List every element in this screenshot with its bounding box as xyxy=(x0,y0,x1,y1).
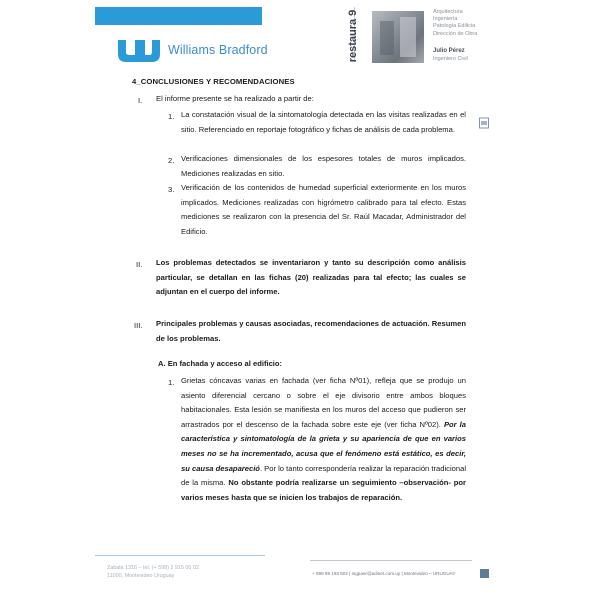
subsection-A-title: A. En fachada y acceso al edificio: xyxy=(158,359,283,368)
section-II-text: Los problemas detectados se inventariaron y tanto su descripción como análisis particular, se detallan en las fichas (20) realizadas para tal efecto; las cuales se adjuntan en el cuerpo del informe. xyxy=(156,258,466,297)
list-item: Verificación de los contenidos de humedad superficial exteriormente en los muros implicados. Mediciones realizadas con higrómetro calibrado para tal efecto. Estas mediciones se realizaron con la presencia del Sr. Raúl Macadar, Administrador del Edificio. xyxy=(181,183,466,236)
brand-name: Williams Bradford xyxy=(168,43,268,57)
list-item: Verificaciones dimensionales de los espesores totales de muros implicados. Mediciones realizadas en sitio. xyxy=(181,154,466,178)
list-number: 3. xyxy=(168,185,175,194)
firm-services xyxy=(433,9,477,38)
item-text-plain: . Por lo tanto correspondería realizar la reparación tradicional de la misma. xyxy=(181,463,466,488)
section-title: 4_CONCLUSIONES Y RECOMENDACIONES xyxy=(132,77,295,86)
firm-line: Arquitectura xyxy=(433,9,463,15)
list-number: 1. xyxy=(168,378,175,387)
item-text-plain: Grietas cóncavas varias en fachada (ver ficha Nº01), refleja que se produjo un asiento diferencial cercano o sobre el eje divisorio entre ambos bloques habitacionales. Esta lesión se manifiesta en los muros del acceso que pudieron ser arrastrados por el descenso de la fachada sobre este eje (ver ficha Nº02). xyxy=(181,376,466,429)
header-accent-bar xyxy=(95,7,262,25)
roman-numeral-I: I. xyxy=(138,96,143,105)
footer-address-line: 11000, Montevideo Uruguay xyxy=(107,572,175,579)
item-text-bold-italic: Por la característica y sintomatología de la grieta y su apariencia de que en varios meses no se ha incrementado, acusa que el fenómeno está estático, es decir, su causa desapareció xyxy=(181,419,466,473)
header-photo xyxy=(372,11,424,63)
footer-divider-right xyxy=(310,560,472,561)
document-icon[interactable] xyxy=(478,117,490,129)
firm-line: Ingeniería xyxy=(433,16,458,23)
subsection-A-item-1 xyxy=(181,374,466,505)
footer-address xyxy=(107,565,199,580)
firm-line: Dirección de Obra xyxy=(433,30,478,37)
person-name: Julio Pérez xyxy=(433,48,465,54)
section-I-intro: El informe presente se ha realizado a partir de: xyxy=(156,94,314,103)
list-number: 2. xyxy=(168,156,175,165)
section-III-text: Principales problemas y causas asociadas, recomendaciones de actuación. Resumen de los problemas. xyxy=(156,319,466,343)
footer-address-line: Zabala 1316 – tel. (+ 598) 2 915 00 02 xyxy=(107,565,199,571)
list-number: 1. xyxy=(168,112,175,121)
vertical-brand xyxy=(340,6,366,66)
roman-numeral-III: III. xyxy=(134,321,143,330)
item-text-bold: No obstante podría realizarse un seguimiento –observación- por varios meses hasta que se inicien los trabajos de reparación. xyxy=(181,478,466,502)
firm-line: Patología Edilicia xyxy=(433,23,476,30)
footer-divider-left xyxy=(95,555,265,556)
williams-bradford-logo-icon xyxy=(116,38,162,64)
footer-square-icon xyxy=(480,569,489,578)
vertical-brand-text: restaura 9 xyxy=(347,9,359,63)
footer-contact: + 598 99 183 502 | ingpaer@adinet.com.uy | Montevideo – URUGUAY xyxy=(312,571,456,576)
person-role: Ingeniero Civil xyxy=(433,56,468,62)
roman-numeral-II: II. xyxy=(136,260,143,269)
list-item: La constatación visual de la sintomatología detectada en las visitas realizadas en el sitio. Referenciado en reportaje fotográfico y fichas de análisis de cada problema. xyxy=(181,110,466,134)
